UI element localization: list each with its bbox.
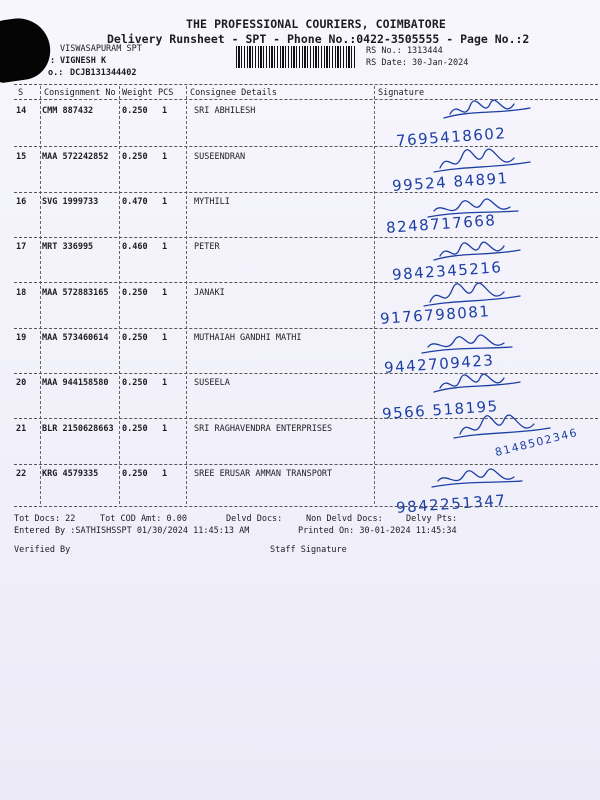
row-sno: 16 xyxy=(16,197,27,207)
row-weight: 0.250 xyxy=(122,469,148,479)
row-weight: 0.250 xyxy=(122,152,148,162)
row-consignee: SRI ABHILESH xyxy=(194,106,256,116)
entered-by: Entered By :SATHISHSSPT 01/30/2024 11:45:13 AM xyxy=(14,526,250,536)
row-weight: 0.250 xyxy=(122,378,148,388)
table-row xyxy=(0,148,600,194)
row-pcs: 1 xyxy=(162,106,168,116)
handwritten-phone: 7695418602 xyxy=(395,124,507,150)
row-consignee: MYTHILI xyxy=(194,197,230,207)
row-pcs: 1 xyxy=(162,469,168,479)
table-row xyxy=(0,420,600,466)
row-sno: 19 xyxy=(16,333,27,343)
ink-blot xyxy=(0,14,54,83)
row-consignee: JANAKI xyxy=(194,288,225,298)
delivered-docs: Delvd Docs: xyxy=(226,514,283,524)
delivery-points: Delvy Pts: xyxy=(406,514,458,524)
col-sno: S xyxy=(18,88,24,98)
col-consignee: Consignee Details xyxy=(190,88,277,98)
handwritten-phone: 99524 84891 xyxy=(391,168,510,196)
row-sno: 22 xyxy=(16,469,27,479)
handwritten-phone: 9176798081 xyxy=(379,302,491,328)
verified-by: Verified By xyxy=(14,545,71,555)
table-bottom-rule xyxy=(14,506,598,507)
row-consignee: SUSEENDRAN xyxy=(194,152,246,162)
barcode xyxy=(236,46,356,68)
table-row xyxy=(0,238,600,284)
name-prefix: : xyxy=(50,56,56,66)
handwritten-phone: 8148502346 xyxy=(493,425,580,460)
row-pcs: 1 xyxy=(162,378,168,388)
handwritten-phone: 9442709423 xyxy=(383,351,495,377)
row-pcs: 1 xyxy=(162,288,168,298)
row-weight: 0.250 xyxy=(122,424,148,434)
col-signature: Signature xyxy=(378,88,425,98)
staff-signature: Staff Signature xyxy=(270,545,347,555)
row-sno: 14 xyxy=(16,106,27,116)
rs-number: RS No.: 1313444 xyxy=(366,46,443,56)
row-sno: 21 xyxy=(16,424,27,434)
row-rule xyxy=(14,146,598,147)
row-consignment: MAA 573460614 xyxy=(42,333,109,343)
row-consignment: KRG 4579335 xyxy=(42,469,99,479)
row-sno: 15 xyxy=(16,152,27,162)
total-docs: Tot Docs: 22 xyxy=(14,514,76,524)
row-consignment: SVG 1999733 xyxy=(42,197,99,207)
table-row xyxy=(0,284,600,330)
row-pcs: 1 xyxy=(162,424,168,434)
drs-prefix: o.: xyxy=(48,68,64,78)
non-delivered-docs: Non Delvd Docs: xyxy=(306,514,383,524)
row-consignment: MAA 572242852 xyxy=(42,152,109,162)
row-consignment: MRT 336995 xyxy=(42,242,94,252)
delivery-person: VIGNESH K xyxy=(60,56,107,66)
company-title: THE PROFESSIONAL COURIERS, COIMBATORE xyxy=(186,17,446,31)
runsheet-subtitle: Delivery Runsheet - SPT - Phone No.:0422-3505555 - Page No.:2 xyxy=(107,32,530,46)
row-weight: 0.250 xyxy=(122,333,148,343)
table-row xyxy=(0,102,600,148)
row-consignment: MAA 944158580 xyxy=(42,378,109,388)
col-pcs: PCS xyxy=(158,88,174,98)
row-consignee: PETER xyxy=(194,242,220,252)
row-weight: 0.250 xyxy=(122,288,148,298)
row-weight: 0.470 xyxy=(122,197,148,207)
table-row xyxy=(0,329,600,375)
row-pcs: 1 xyxy=(162,152,168,162)
row-consignee: SUSEELA xyxy=(194,378,230,388)
rs-date: RS Date: 30-Jan-2024 xyxy=(366,58,469,68)
handwritten-phone: 9842251347 xyxy=(395,491,507,517)
total-cod: Tot COD Amt: 0.00 xyxy=(100,514,187,524)
row-sno: 17 xyxy=(16,242,27,252)
col-weight: Weight xyxy=(122,88,153,98)
row-pcs: 1 xyxy=(162,197,168,207)
row-consignee: SREE ERUSAR AMMAN TRANSPORT xyxy=(194,469,333,479)
handwritten-phone: 9842345216 xyxy=(391,258,503,284)
col-consignment: Consignment No xyxy=(44,88,116,98)
row-consignment: BLR 2150628663 xyxy=(42,424,114,434)
row-weight: 0.250 xyxy=(122,106,148,116)
branch-name: VISWASAPURAM SPT xyxy=(60,44,142,54)
row-pcs: 1 xyxy=(162,242,168,252)
row-consignment: CMM 887432 xyxy=(42,106,94,116)
row-weight: 0.460 xyxy=(122,242,148,252)
table-row xyxy=(0,193,600,239)
row-pcs: 1 xyxy=(162,333,168,343)
row-consignee: SRI RAGHAVENDRA ENTERPRISES xyxy=(194,424,333,434)
handwritten-phone: 8248717668 xyxy=(385,211,497,237)
row-consignee: MUTHAIAH GANDHI MATHI xyxy=(194,333,302,343)
printed-on: Printed On: 30-01-2024 11:45:34 xyxy=(298,526,457,536)
table-row xyxy=(0,465,600,517)
drs-number: DCJB131344402 xyxy=(70,68,137,78)
row-consignment: MAA 572883165 xyxy=(42,288,109,298)
row-sno: 18 xyxy=(16,288,27,298)
table-top-rule xyxy=(14,84,598,85)
row-sno: 20 xyxy=(16,378,27,388)
handwritten-phone: 9566 518195 xyxy=(381,396,500,424)
